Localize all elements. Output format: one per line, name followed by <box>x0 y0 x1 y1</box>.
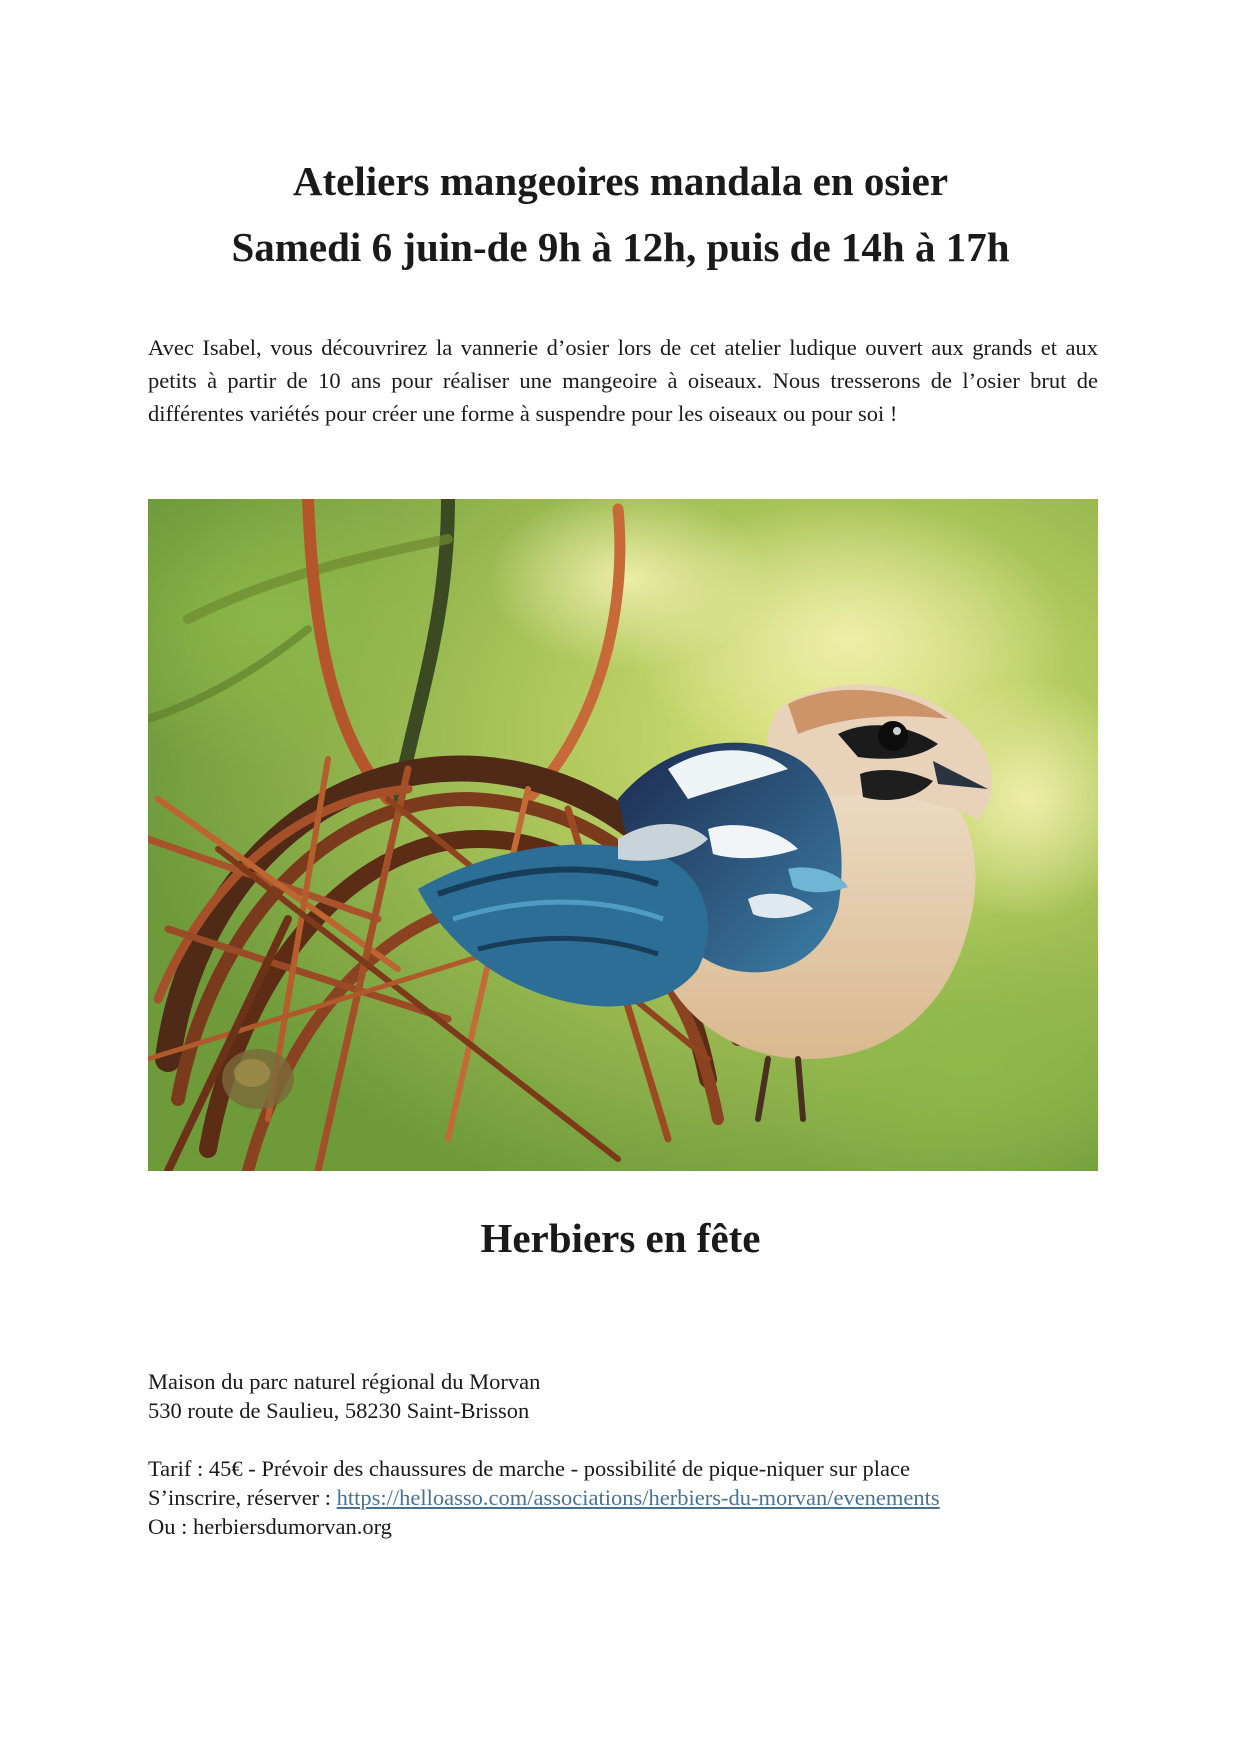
tarif-line: Tarif : 45€ - Prévoir des chaussures de marche - possibilité de pique-niquer sur place <box>148 1456 910 1481</box>
alt-website-line: Ou : herbiersdumorvan.org <box>148 1514 392 1539</box>
spacer <box>148 1425 1098 1454</box>
register-line <box>148 1483 1098 1512</box>
bird-feeder-photo <box>148 499 1098 1171</box>
title-line-date: Samedi 6 juin-de 9h à 12h, puis de 14h à 17h <box>231 224 1010 270</box>
title-line-workshop: Ateliers mangeoires mandala en osier <box>292 158 949 204</box>
register-link[interactable]: https://helloasso.com/associations/herbiers-du-morvan/evenements <box>336 1485 940 1510</box>
location-address: 530 route de Saulieu, 58230 Saint-Brisson <box>148 1398 530 1423</box>
page-title <box>0 148 1241 280</box>
intro-paragraph: Avec Isabel, vous découvrirez la vannerie d’osier lors de cet atelier ludique ouvert aux grands et aux petits à partir de 10 ans pour réaliser une mangeoire à oiseaux. Nous tresserons de l’osier brut de différentes variétés pour créer une forme à suspendre pour les oiseaux ou pour soi ! <box>148 335 1098 426</box>
register-label: S’inscrire, réserver : <box>148 1485 337 1510</box>
event-subtitle: Herbiers en fête <box>480 1215 761 1261</box>
practical-info <box>148 1367 1098 1541</box>
location-name: Maison du parc naturel régional du Morvan <box>148 1369 541 1394</box>
bird-feeder-illustration <box>148 499 1098 1171</box>
